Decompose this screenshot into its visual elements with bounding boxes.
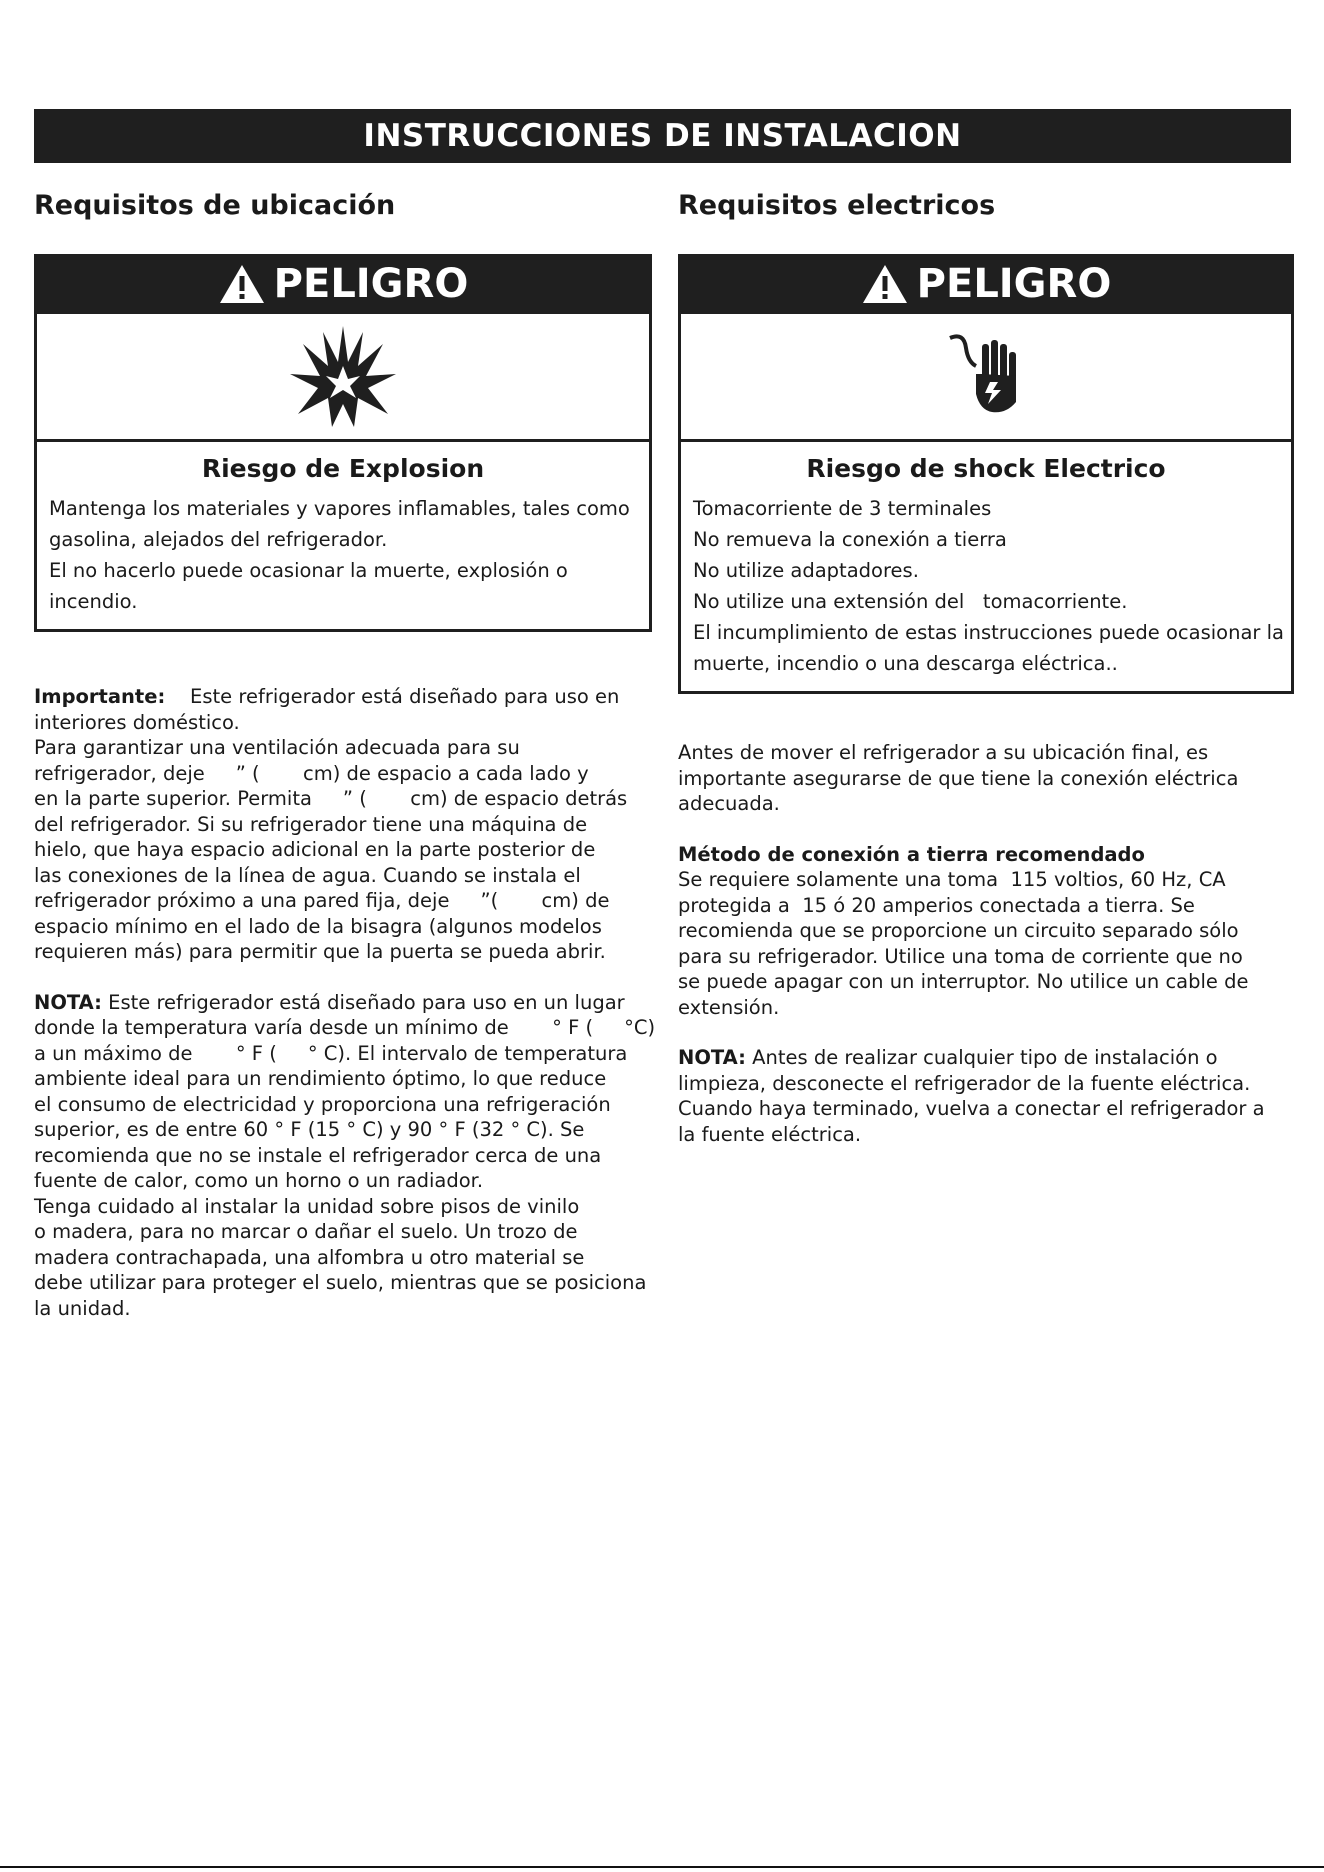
electrical-body-text: [678, 740, 1294, 1147]
nota-label: NOTA:: [34, 990, 102, 1014]
section-title-electrical: Requisitos electricos: [678, 190, 996, 221]
nota-label: NOTA:: [678, 1046, 746, 1069]
text-line: Antes de mover el refrigerador a su ubicación final, es: [678, 741, 1209, 764]
method-title: Método de conexión a tierra recomendado: [678, 842, 1145, 866]
location-requirements-section: [34, 188, 656, 1321]
warning-subtitle: Riesgo de Explosion: [201, 454, 485, 483]
text-line: las conexiones de la línea de agua. Cuando se instala el: [34, 863, 581, 887]
warning-text: [37, 493, 649, 629]
warning-label: PELIGRO: [916, 261, 1112, 307]
text-line: recomienda que se proporcione un circuito separado sólo: [678, 919, 1239, 942]
text-line: protegida a 15 ó 20 amperios conectada a tierra. Se: [678, 893, 1195, 917]
text-line: a un máximo de ° F ( ° C). El intervalo de temperatura: [34, 1041, 628, 1065]
text-line: en la parte superior. Permita ” ( cm) de espacio detrás: [34, 787, 628, 810]
text-line: Antes de realizar cualquier tipo de instalación o: [745, 1046, 1218, 1069]
section-title-location: Requisitos de ubicación: [34, 190, 396, 221]
warning-header: [37, 254, 649, 314]
explosion-icon: [288, 324, 398, 429]
text-line: adecuada.: [678, 792, 780, 815]
warning-line: muerte, incendio o una descarga eléctrica..: [693, 652, 1118, 675]
text-line: ambiente ideal para un rendimiento óptimo, lo que reduce: [34, 1067, 607, 1090]
warning-line: No remueva la conexión a tierra: [693, 528, 1007, 551]
important-label: Importante:: [34, 685, 166, 708]
text-line: extensión.: [678, 995, 780, 1019]
text-line: o madera, para no marcar o dañar el suelo. Un trozo de: [34, 1220, 578, 1243]
warning-line: Tomacorriente de 3 terminales: [693, 497, 992, 520]
text-line: Este refrigerador está diseñado para uso en: [165, 685, 620, 708]
text-line: espacio mínimo en el lado de la bisagra (algunos modelos: [34, 914, 602, 938]
text-line: del refrigerador. Si su refrigerador tiene una máquina de: [34, 812, 588, 836]
text-line: Cuando haya terminado, vuelva a conectar el refrigerador a: [678, 1097, 1265, 1120]
electric-warning-box: [678, 254, 1294, 694]
text-line: superior, es de entre 60 ° F (15 ° C) y 90 ° F (32 ° C). Se: [34, 1118, 585, 1141]
warning-label: PELIGRO: [273, 261, 469, 307]
text-line: hielo, que haya espacio adicional en la parte posterior de: [34, 838, 596, 861]
warning-triangle-icon: [218, 263, 266, 305]
warning-line: No utilize una extensión del tomacorriente.: [693, 590, 1128, 613]
text-line: se puede apagar con un interruptor. No utilice un cable de: [678, 970, 1249, 993]
text-line: debe utilizar para proteger el suelo, mientras que se posiciona: [34, 1271, 647, 1294]
warning-line: Mantenga los materiales y vapores inflamables, tales como: [49, 497, 630, 520]
text-line: la fuente eléctrica.: [678, 1122, 862, 1146]
electric-shock-hand-icon: [946, 332, 1026, 422]
text-line: requieren más) para permitir que la puerta se pueda abrir.: [34, 940, 606, 963]
warning-line: El incumplimiento de estas instrucciones puede ocasionar la: [693, 621, 1284, 644]
warning-line: gasolina, alejados del refrigerador.: [49, 528, 388, 551]
location-body-text: [34, 684, 656, 1321]
warning-line: incendio.: [49, 590, 138, 613]
text-line: el consumo de electricidad y proporciona una refrigeración: [34, 1092, 611, 1116]
text-line: limpieza, desconecte el refrigerador de la fuente eléctrica.: [678, 1071, 1251, 1095]
text-line: Se requiere solamente una toma 115 voltios, 60 Hz, CA: [678, 868, 1226, 891]
text-line: refrigerador, deje ” ( cm) de espacio a cada lado y: [34, 761, 589, 785]
text-line: madera contrachapada, una alfombra u otro material se: [34, 1245, 585, 1269]
text-line: refrigerador próximo a una pared fija, deje ”( cm) de: [34, 889, 610, 912]
text-line: Tenga cuidado al instalar la unidad sobre pisos de vinilo: [34, 1194, 580, 1218]
warning-line: No utilize adaptadores.: [693, 559, 919, 582]
warning-header: [681, 254, 1291, 314]
text-line: la unidad.: [34, 1296, 131, 1320]
explosion-warning-box: [34, 254, 652, 632]
text-line: interiores doméstico.: [34, 710, 240, 734]
warning-triangle-icon: [861, 263, 909, 305]
text-line: recomienda que no se instale el refrigerador cerca de una: [34, 1143, 602, 1167]
text-line: donde la temperatura varía desde un mínimo de ° F ( °C): [34, 1016, 656, 1039]
footer-rule: [0, 1866, 1324, 1868]
warning-subtitle: Riesgo de shock Electrico: [806, 454, 1166, 483]
page-title: INSTRUCCIONES DE INSTALACION: [34, 109, 1291, 163]
warning-line: El no hacerlo puede ocasionar la muerte, explosión o: [49, 559, 568, 582]
electrical-requirements-section: [678, 188, 1294, 1147]
text-line: importante asegurarse de que tiene la conexión eléctrica: [678, 766, 1239, 790]
text-line: Este refrigerador está diseñado para uso en un lugar: [101, 990, 625, 1014]
warning-text: [681, 493, 1291, 691]
text-line: fuente de calor, como un horno o un radiador.: [34, 1169, 484, 1192]
text-line: Para garantizar una ventilación adecuada para su: [34, 736, 520, 759]
text-line: para su refrigerador. Utilice una toma de corriente que no: [678, 944, 1243, 968]
